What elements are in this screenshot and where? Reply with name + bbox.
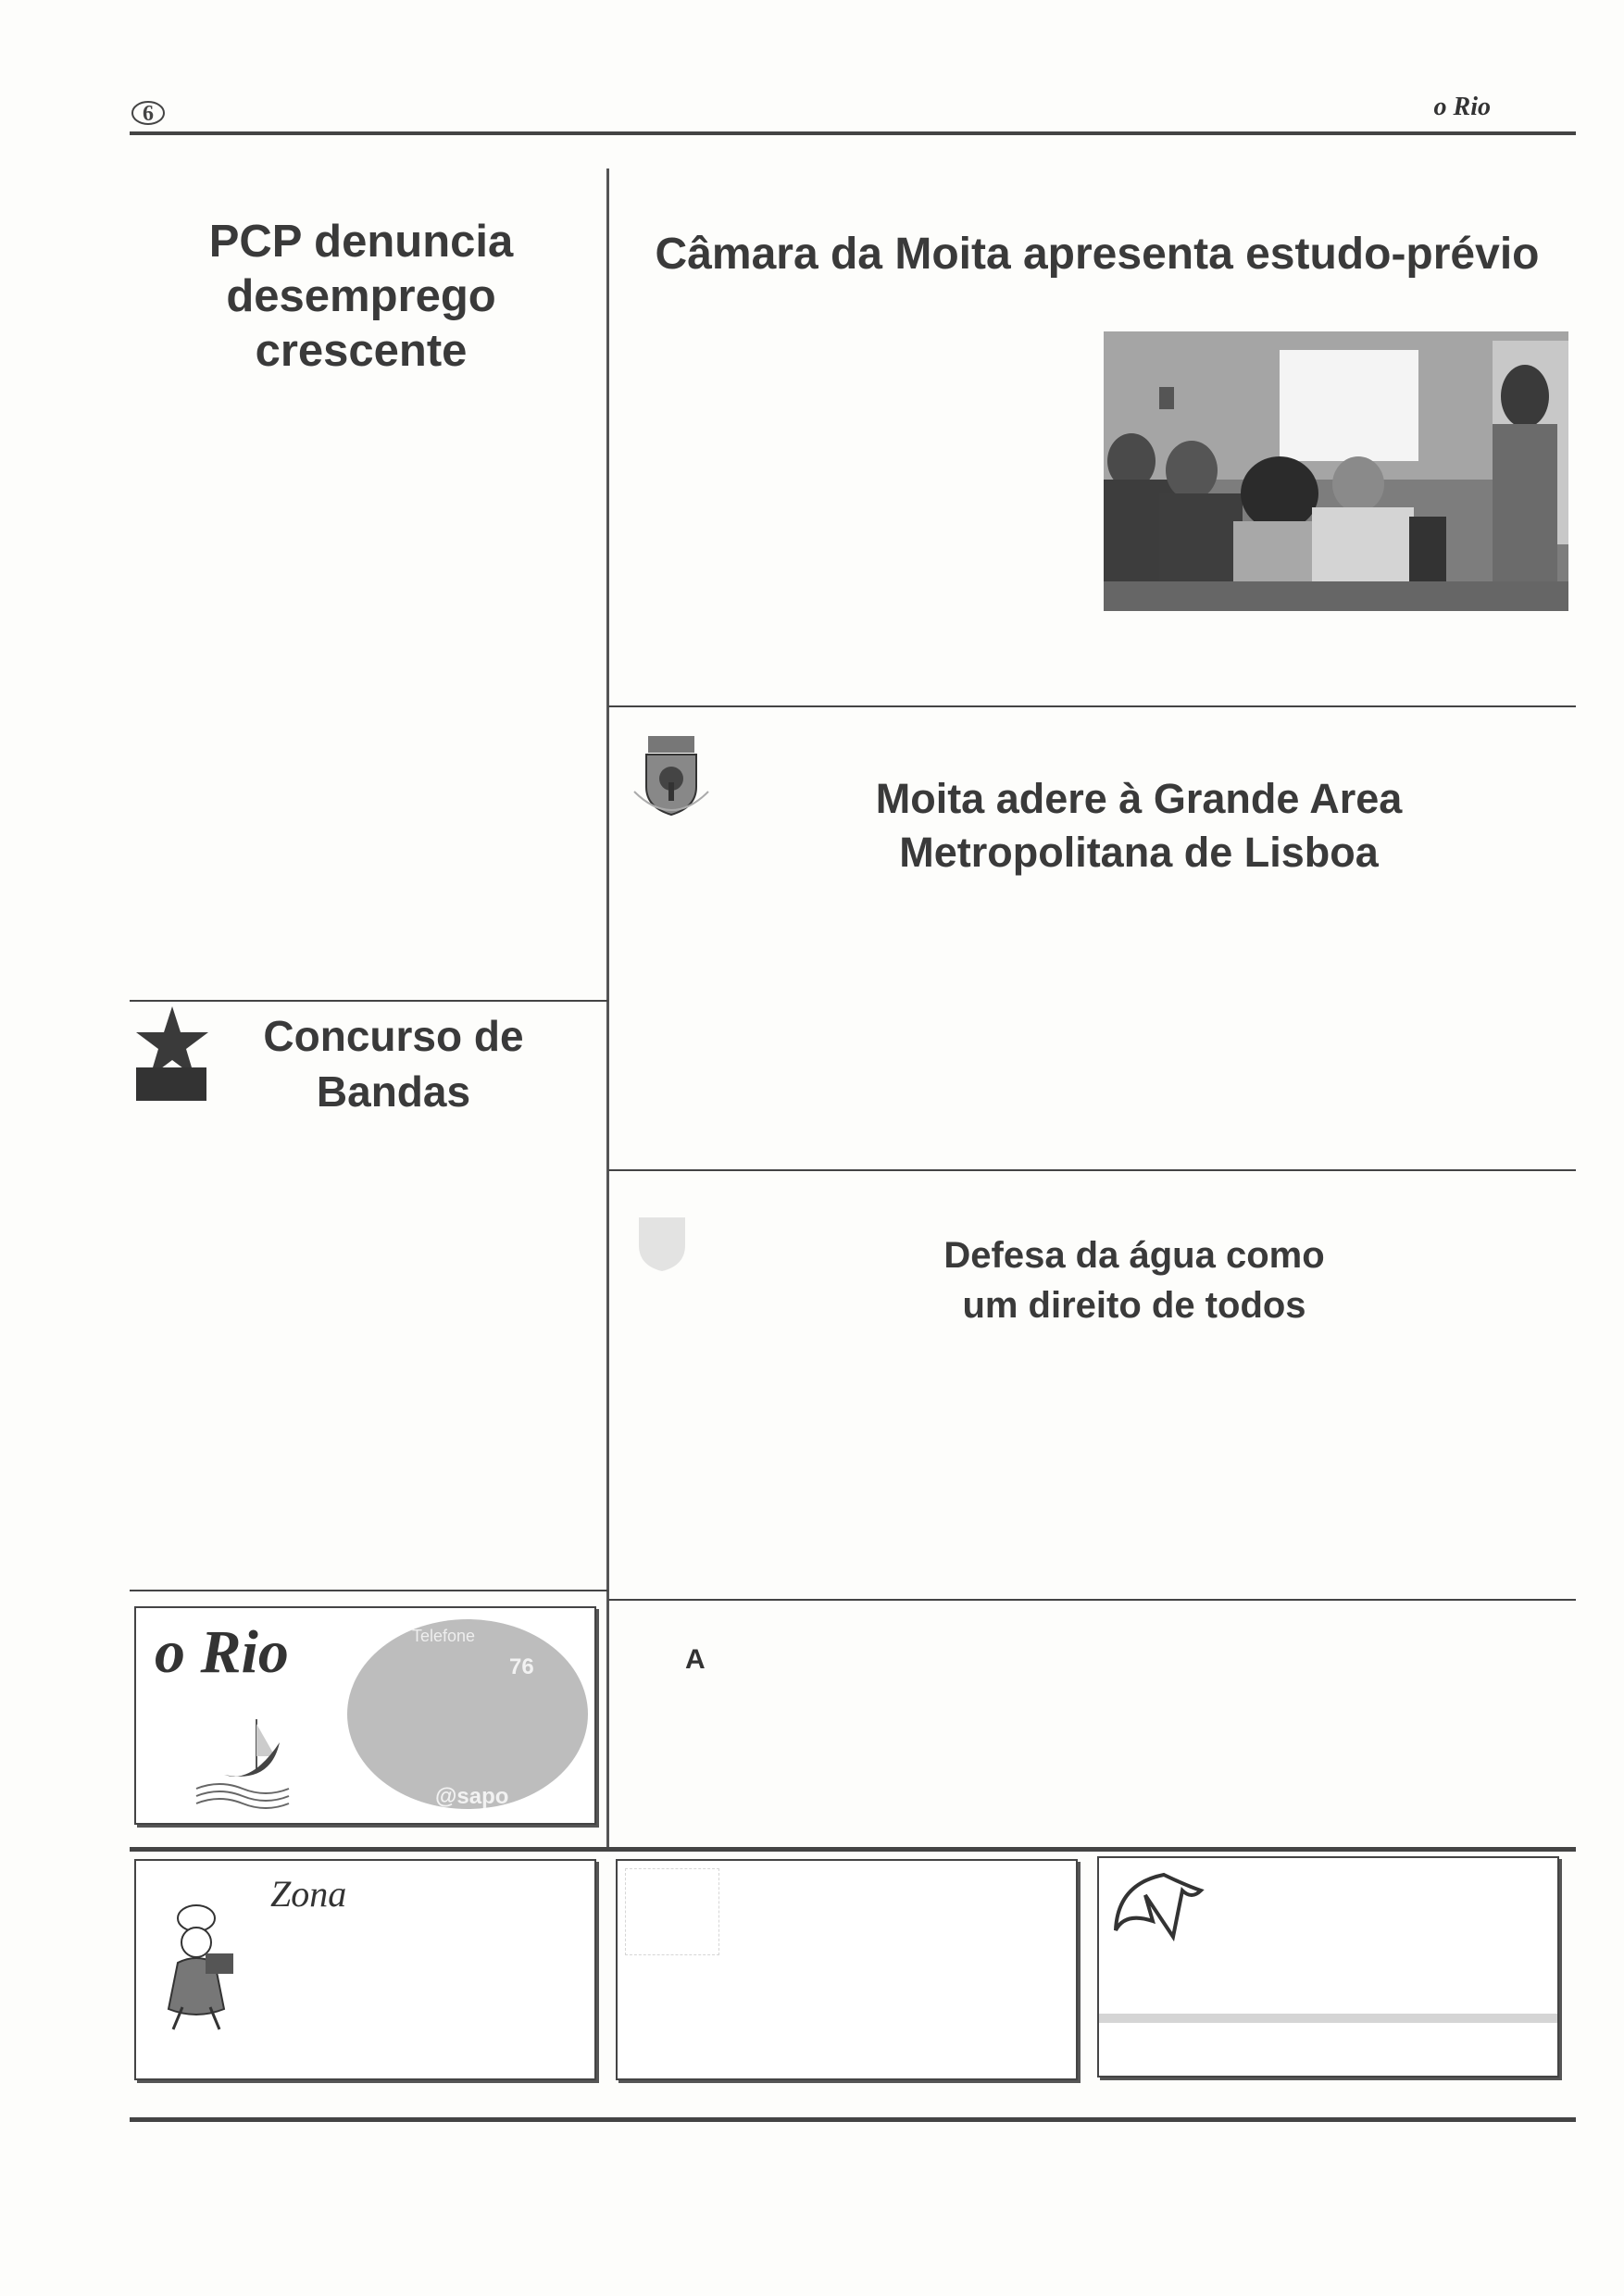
boat-icon (187, 1701, 307, 1812)
right-ad-logo-icon (1108, 1867, 1210, 1951)
middle-ad (616, 1859, 1078, 2080)
headline-camara: Câmara da Moita apresenta estudo-prévio (655, 230, 1540, 279)
orio-ad-contact-oval (347, 1619, 588, 1809)
orio-ad (134, 1606, 596, 1825)
headline-concurso: Concurso de Bandas (263, 1012, 524, 1116)
orio-ad-logo: o Rio (155, 1618, 289, 1686)
moita-crest-icon (620, 727, 722, 829)
rule-right-1 (608, 705, 1576, 707)
rule-right-3 (608, 1599, 1576, 1601)
meeting-photo (1104, 331, 1568, 611)
headline-pcp: PCP denuncia desemprego crescente (208, 217, 514, 376)
rule-bottom-1 (130, 1847, 1576, 1852)
header-rule (130, 131, 1576, 135)
zona-ad (134, 1859, 596, 2080)
star-flag-icon (134, 1004, 210, 1102)
orio-ad-telephone-label: Telefone (412, 1627, 476, 1645)
rule-right-2 (608, 1169, 1576, 1171)
page-number-ornament (130, 93, 167, 130)
orio-ad-phone: 76 (509, 1654, 534, 1679)
column-divider (606, 168, 609, 1849)
middle-ad-logo-icon (625, 1868, 719, 1955)
headline-agua: Defesa da água como um direito de todos (943, 1235, 1325, 1326)
masthead: o Rio (1433, 93, 1491, 121)
headline-moita: Moita adere à Grande Area Metropolitana de Lisboa (875, 775, 1403, 876)
right-ad (1097, 1856, 1559, 2078)
rule-left-1 (130, 1000, 608, 1002)
article-drop-letter: A (685, 1644, 706, 1675)
ornament-icon (130, 93, 167, 130)
faint-crest-icon (616, 1194, 708, 1287)
rule-bottom-2 (130, 2117, 1576, 2122)
orio-ad-email: @sapo (435, 1784, 509, 1809)
zona-ad-title: Zona (270, 1873, 347, 1915)
rule-left-2 (130, 1590, 608, 1591)
svg-text:6: 6 (143, 102, 154, 126)
chef-icon (159, 1898, 252, 2037)
right-ad-band (1099, 2014, 1557, 2023)
